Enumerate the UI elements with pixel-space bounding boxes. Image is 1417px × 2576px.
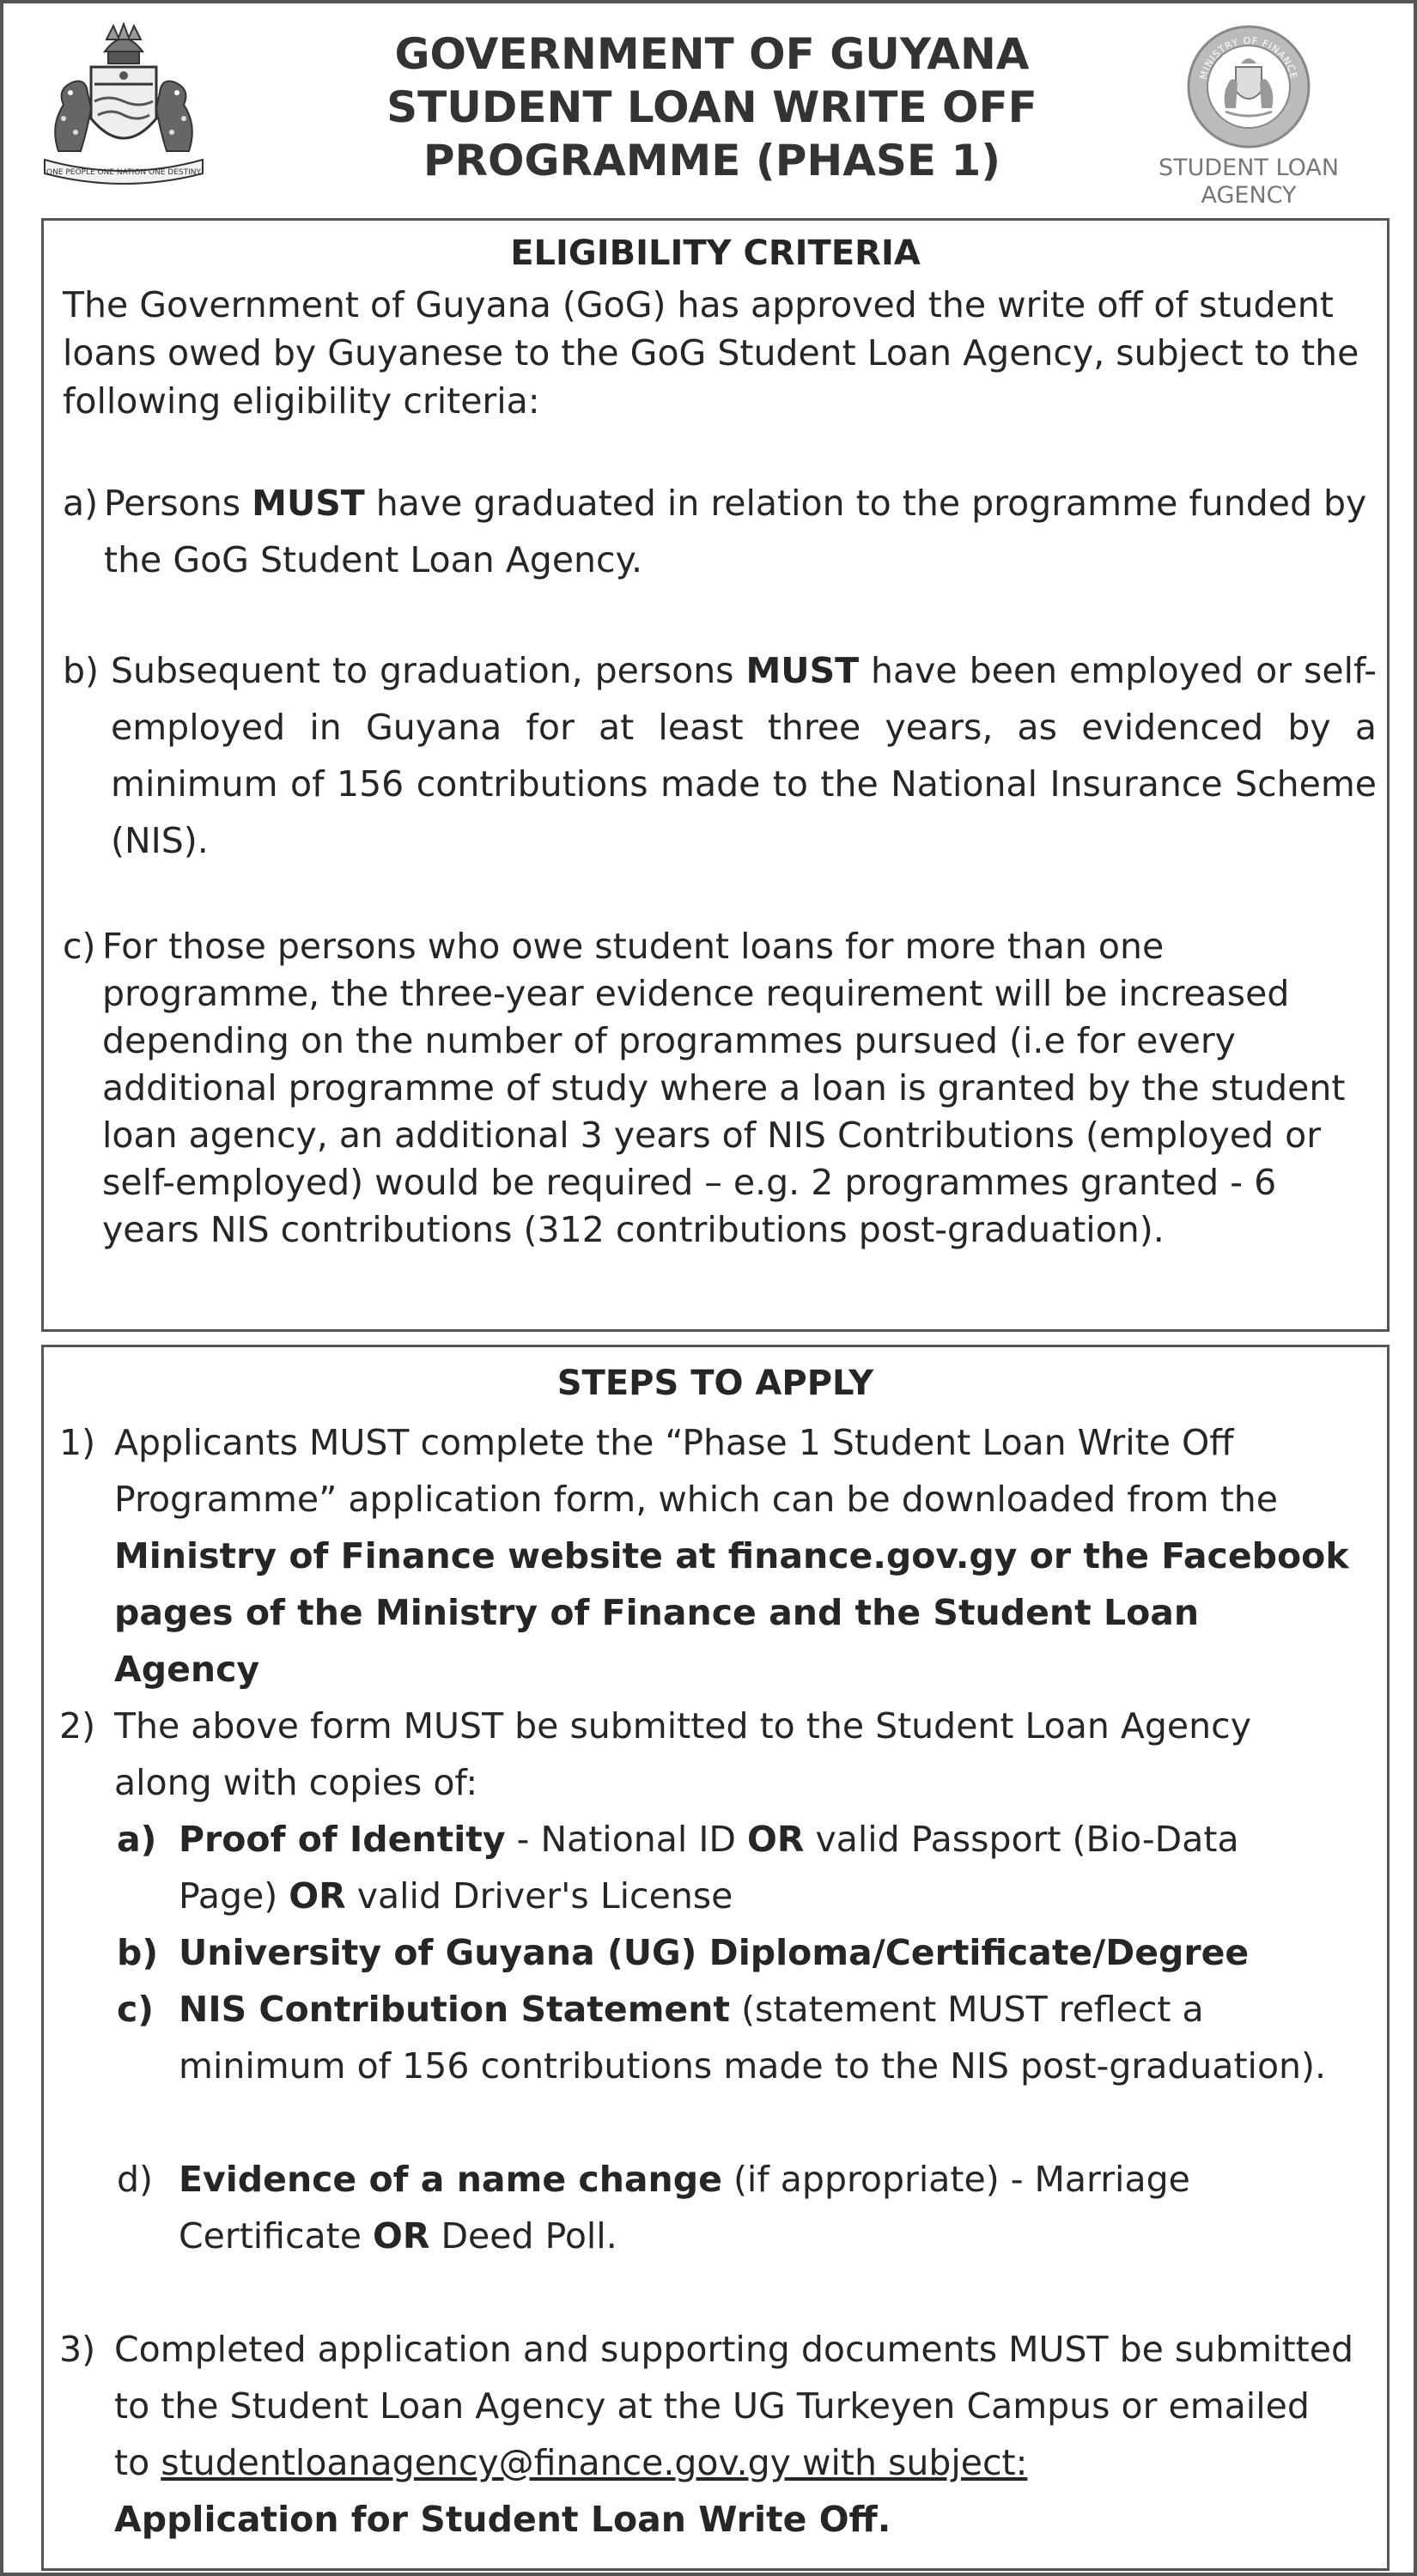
step-1-marker: 1) <box>59 1422 96 1463</box>
step-3 <box>59 2321 1356 2548</box>
step-1-text: Applicants MUST complete the “Phase 1 Student Loan Write Off Programme” application form, which can be downloaded from the <box>114 1422 1278 1520</box>
criterion-b-text-start: Subsequent to graduation, persons <box>111 650 746 691</box>
title-line-3: PROGRAMME (PHASE 1) <box>423 136 1001 185</box>
document-a-title: Proof of Identity <box>179 1819 506 1860</box>
step-2-text: The above form MUST be submitted to the Student Loan Agency along with copies of: <box>114 1705 1251 1803</box>
document-a-or-1: OR <box>747 1819 805 1860</box>
title-line-1: GOVERNMENT OF GUYANA <box>394 29 1030 79</box>
criterion-b-emphasis: MUST <box>745 650 860 691</box>
document-d-title: Evidence of a name change <box>179 2159 722 2200</box>
ministry-of-finance-seal-icon <box>1184 22 1313 151</box>
steps-to-apply-box <box>41 1345 1390 2571</box>
criterion-c-text: For those persons who owe student loans for more than one programme, the three-year evidence requirement will be increased depending on the number of programmes pursued (i.e for every additional programme of study where a loan is granted by the student loan agency, an additional 3 years of NIS Contributions (employed or self-employed) would be required – e.g. 2 programmes granted - 6 years NIS contributions (312 contributions post-graduation). <box>102 926 1346 1250</box>
guyana-coat-of-arms-icon <box>38 22 210 185</box>
document-c-title: NIS Contribution Statement <box>179 1989 731 2030</box>
page-title <box>261 27 1163 187</box>
step-3-text: Completed application and supporting documents MUST be submitted to the Student Loan Agency at the UG Turkeyen Campus or emailed to <box>114 2329 1353 2483</box>
criterion-a-emphasis: MUST <box>252 483 365 524</box>
document-d-text-2: Deed Poll. <box>429 2215 617 2257</box>
document-a-text-1: - National ID <box>505 1819 748 1860</box>
document-a-or-2: OR <box>289 1875 346 1917</box>
document-a-proof-of-identity <box>117 1811 1336 1924</box>
step-1-download-source: Ministry of Finance website at finance.gov.gy or the Facebook pages of the Ministry of Finance and the Student Loan Agency <box>114 1535 1349 1690</box>
email-subject-line: Application for Student Loan Write Off. <box>114 2499 891 2540</box>
document-a-marker: a) <box>117 1819 157 1860</box>
document-d-name-change <box>117 2151 1336 2264</box>
criterion-b-text-end: have been employed or self-employed in Guyana for at least three years, as evidenced by a minimum of 156 contributions made to the National Insurance Scheme (NIS). <box>111 650 1377 861</box>
criterion-a-text-start: Persons <box>104 483 252 524</box>
criterion-b-marker: b) <box>63 650 100 691</box>
document-a-text-2: valid Passport (Bio-Data Page) <box>179 1819 1239 1917</box>
student-loan-agency-logo <box>1128 22 1369 211</box>
seal-text: MINISTRY OF FINANCE <box>1197 34 1300 81</box>
document-b-title: University of Guyana (UG) Diploma/Certificate/Degree <box>179 1932 1250 1973</box>
criterion-c <box>63 923 1377 1254</box>
agency-name: STUDENT LOAN AGENCY <box>1158 155 1340 209</box>
step-1 <box>59 1414 1356 1698</box>
document-b-ug-diploma <box>117 1924 1336 1981</box>
step-2-marker: 2) <box>59 1705 96 1747</box>
coat-of-arms-motto: ONE PEOPLE ONE NATION ONE DESTINY <box>46 168 202 177</box>
document-d-marker: d) <box>117 2159 154 2200</box>
document-d-or: OR <box>373 2215 430 2257</box>
document-c-nis-statement <box>117 1981 1336 2094</box>
document-d-text-1: (if appropriate) - Marriage Certificate <box>179 2159 1190 2257</box>
criterion-a-text-end: have graduated in relation to the programme funded by the GoG Student Loan Agency. <box>104 483 1367 580</box>
criterion-a-marker: a) <box>63 483 99 524</box>
steps-heading: STEPS TO APPLY <box>556 1364 874 1403</box>
document-b-marker: b) <box>117 1932 159 1973</box>
title-line-2: STUDENT LOAN WRITE OFF <box>386 82 1037 132</box>
document-c-marker: c) <box>117 1989 155 2030</box>
document-a-text-3: valid Driver's License <box>345 1875 733 1917</box>
eligibility-intro: The Government of Guyana (GoG) has approved the write off of student loans owed by Guyanese to the GoG Student Loan Agency, subject to the following eligibility criteria: <box>63 284 1359 422</box>
step-2 <box>59 1698 1356 1811</box>
step-3-marker: 3) <box>59 2329 96 2370</box>
eligibility-heading: ELIGIBILITY CRITERIA <box>510 234 921 273</box>
criterion-b <box>63 642 1377 869</box>
criterion-c-marker: c) <box>63 926 96 967</box>
student-loan-agency-email-link[interactable]: studentloanagency@finance.gov.gy with subject: <box>161 2442 1028 2483</box>
document-c-text: (statement MUST reflect a minimum of 156 contributions made to the NIS post-graduation). <box>179 1989 1327 2087</box>
eligibility-criteria-box <box>41 218 1390 1332</box>
header <box>3 3 1414 214</box>
criterion-a <box>63 475 1377 588</box>
